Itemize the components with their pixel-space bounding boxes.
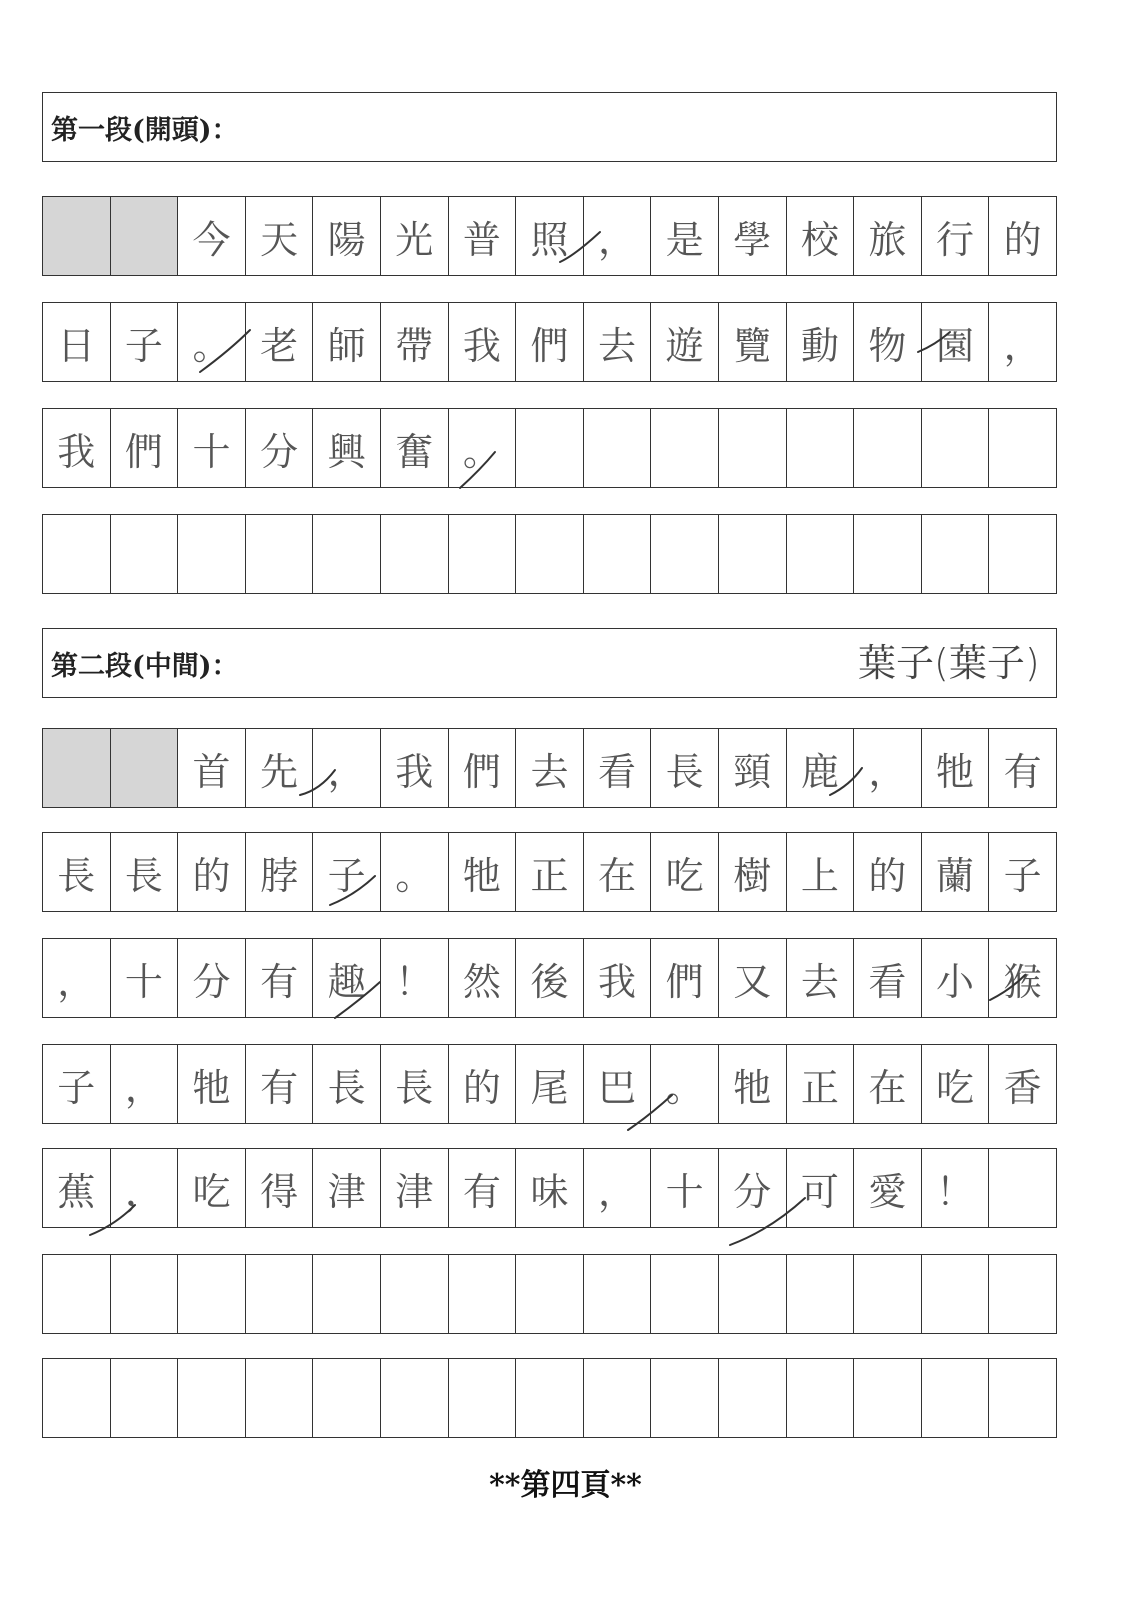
grid-cell: 樹 bbox=[719, 833, 787, 911]
grid-cell: 子 bbox=[111, 303, 179, 381]
grid-cell: 香 bbox=[1003, 1065, 1042, 1110]
grid-cell: 牠 bbox=[449, 833, 517, 911]
grid-cell: 愛 bbox=[854, 1149, 922, 1227]
grid-cell: 天 bbox=[246, 197, 314, 275]
grid-cell: 長 bbox=[381, 1045, 449, 1123]
grid-cell: 奮 bbox=[381, 409, 449, 487]
grid-cell: 看 bbox=[854, 939, 922, 1017]
grid-cell: 照 bbox=[516, 197, 584, 275]
grid-cell: 正 bbox=[516, 833, 584, 911]
grid-cell: 十 bbox=[111, 939, 179, 1017]
grid-cell: 巴 bbox=[584, 1045, 652, 1123]
grid-cell: 師 bbox=[313, 303, 381, 381]
page-number: **第四頁** bbox=[489, 1468, 642, 1503]
grid-cell: 猴 bbox=[1003, 959, 1042, 1004]
grid-cell: 蕉 bbox=[43, 1149, 111, 1227]
grid-cell: 十 bbox=[178, 409, 246, 487]
grid-cell: 們 bbox=[111, 409, 179, 487]
grid-cell: 先 bbox=[246, 729, 314, 807]
grid-cell: 頸 bbox=[719, 729, 787, 807]
grid-cell: 。 bbox=[449, 409, 517, 487]
grid-cell: 的 bbox=[178, 833, 246, 911]
check-mark bbox=[560, 232, 600, 262]
grid-cell: 。 bbox=[178, 303, 246, 381]
grid-cell: 有 bbox=[246, 939, 314, 1017]
grid-cell: 十 bbox=[651, 1149, 719, 1227]
grid-cell: 蘭 bbox=[922, 833, 990, 911]
grid-cell: 我 bbox=[449, 303, 517, 381]
grid-cell: 我 bbox=[43, 409, 111, 487]
check-mark bbox=[300, 770, 335, 795]
grid-cell: 的 bbox=[1003, 217, 1042, 262]
check-mark bbox=[830, 768, 862, 795]
grid-cell: 日 bbox=[43, 303, 111, 381]
grid-cell: 分 bbox=[178, 939, 246, 1017]
grid-cell: 去 bbox=[584, 303, 652, 381]
check-mark bbox=[918, 332, 950, 352]
grid-cell: 旅 bbox=[854, 197, 922, 275]
grid-cell: 長 bbox=[111, 833, 179, 911]
grid-cell: 們 bbox=[516, 303, 584, 381]
grid-cell: 光 bbox=[381, 197, 449, 275]
grid-cell: 們 bbox=[651, 939, 719, 1017]
check-mark bbox=[335, 982, 380, 1018]
grid-cell: 上 bbox=[787, 833, 855, 911]
grid-cell: 帶 bbox=[381, 303, 449, 381]
check-mark bbox=[330, 876, 375, 905]
handwritten-correction: 葉子(葉子) bbox=[858, 641, 1040, 685]
grid-cell: 趣 bbox=[313, 939, 381, 1017]
grid-cell: 牠 bbox=[178, 1045, 246, 1123]
grid-cell: 是 bbox=[651, 197, 719, 275]
grid-cell: 看 bbox=[584, 729, 652, 807]
grid-cell: 分 bbox=[246, 409, 314, 487]
grid-cell: 津 bbox=[381, 1149, 449, 1227]
grid-cell: ， bbox=[43, 939, 111, 1017]
check-mark bbox=[200, 330, 250, 372]
grid-cell: ， bbox=[111, 1149, 179, 1227]
grid-cell: 後 bbox=[516, 939, 584, 1017]
grid-cell: 正 bbox=[787, 1045, 855, 1123]
grid-cell: 子 bbox=[313, 833, 381, 911]
grid-cell: 老 bbox=[246, 303, 314, 381]
grid-cell: 校 bbox=[787, 197, 855, 275]
check-mark bbox=[990, 975, 1025, 1000]
grid-cell: 。 bbox=[651, 1045, 719, 1123]
grid-cell: 味 bbox=[516, 1149, 584, 1227]
section-2-label: 第二段(中間)： bbox=[51, 650, 239, 682]
grid-cell: 吃 bbox=[178, 1149, 246, 1227]
grid-cell: ， bbox=[111, 1045, 179, 1123]
grid-cell: 津 bbox=[313, 1149, 381, 1227]
check-mark bbox=[628, 1095, 672, 1130]
grid-cell: 。 bbox=[381, 833, 449, 911]
grid-cell: 去 bbox=[787, 939, 855, 1017]
grid-cell: 有 bbox=[1003, 749, 1042, 794]
grid-cell: 普 bbox=[449, 197, 517, 275]
grid-cell: ！ bbox=[922, 1149, 990, 1227]
grid-cell: 尾 bbox=[516, 1045, 584, 1123]
check-mark bbox=[730, 1198, 805, 1245]
check-mark bbox=[90, 1205, 135, 1235]
grid-cell: 鹿 bbox=[787, 729, 855, 807]
grid-cell: ， bbox=[584, 197, 652, 275]
grid-cell: 陽 bbox=[313, 197, 381, 275]
grid-cell: 有 bbox=[246, 1045, 314, 1123]
grid-cell: ， bbox=[1003, 323, 1042, 368]
grid-cell: 牠 bbox=[719, 1045, 787, 1123]
grid-cell: 分 bbox=[719, 1149, 787, 1227]
grid-cell: 吃 bbox=[651, 833, 719, 911]
section-1-label: 第一段(開頭)： bbox=[51, 114, 239, 146]
grid-cell: 小 bbox=[922, 939, 990, 1017]
grid-cell: 物 bbox=[854, 303, 922, 381]
grid-cell: 有 bbox=[449, 1149, 517, 1227]
grid-cell: 長 bbox=[313, 1045, 381, 1123]
grid-cell: ， bbox=[313, 729, 381, 807]
grid-cell: 我 bbox=[381, 729, 449, 807]
grid-cell: 今 bbox=[178, 197, 246, 275]
grid-cell: 興 bbox=[313, 409, 381, 487]
grid-cell: ， bbox=[854, 729, 922, 807]
grid-cell: 的 bbox=[854, 833, 922, 911]
grid-cell: 長 bbox=[43, 833, 111, 911]
grid-cell: 首 bbox=[178, 729, 246, 807]
grid-cell: 子 bbox=[1003, 853, 1042, 898]
grid-cell: 脖 bbox=[246, 833, 314, 911]
grid-cell: 去 bbox=[516, 729, 584, 807]
grid-cell: 園 bbox=[922, 303, 990, 381]
grid-cell: 得 bbox=[246, 1149, 314, 1227]
grid-cell: ！ bbox=[381, 939, 449, 1017]
grid-cell: 然 bbox=[449, 939, 517, 1017]
grid-cell: 在 bbox=[854, 1045, 922, 1123]
grid-cell: ， bbox=[584, 1149, 652, 1227]
grid-cell: 吃 bbox=[922, 1045, 990, 1123]
grid-cell: 動 bbox=[787, 303, 855, 381]
grid-cell: 又 bbox=[719, 939, 787, 1017]
grid-cell: 覽 bbox=[719, 303, 787, 381]
grid-cell: 長 bbox=[651, 729, 719, 807]
grid-cell: 的 bbox=[449, 1045, 517, 1123]
grid-cell: 子 bbox=[43, 1045, 111, 1123]
grid-cell: 可 bbox=[787, 1149, 855, 1227]
check-mark bbox=[460, 452, 495, 488]
grid-cell: 學 bbox=[719, 197, 787, 275]
grid-cell: 牠 bbox=[922, 729, 990, 807]
grid-cell: 們 bbox=[449, 729, 517, 807]
grid-cell: 行 bbox=[922, 197, 990, 275]
grid-cell: 在 bbox=[584, 833, 652, 911]
grid-cell: 遊 bbox=[651, 303, 719, 381]
grid-cell: 我 bbox=[584, 939, 652, 1017]
